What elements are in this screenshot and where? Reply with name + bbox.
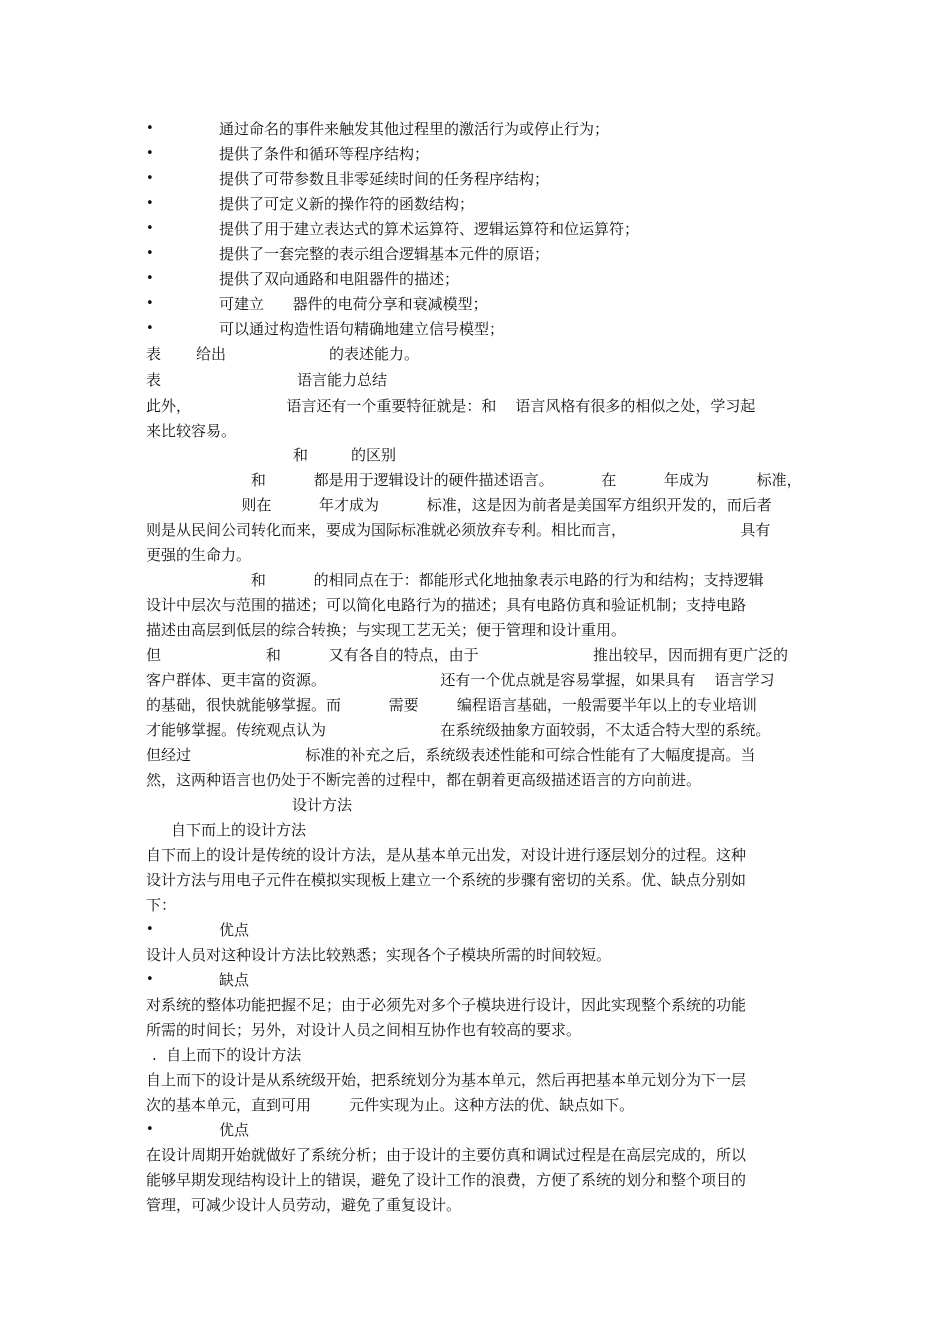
paragraph-line: 则是从民间公司转化而来，要成为国际标准就必须放弃专利。相比而言， 具有: [146, 521, 771, 539]
table-caption-label: 表: [146, 371, 162, 389]
paragraph-line: 设计中层次与范围的描述；可以简化电路行为的描述；具有电路仿真和验证机制；支持电路: [146, 596, 747, 614]
bullet-marker: •: [146, 196, 154, 211]
table-ref-verb: 给出: [196, 345, 227, 363]
paragraph-line: 则在 年才成为 标准，这是因为前者是美国军方组织开发的，而后者: [146, 496, 772, 514]
bullet-marker: •: [146, 121, 154, 136]
list-item-text: 提供了条件和循环等程序结构；: [219, 145, 430, 163]
paragraph-line: 客户群体、更丰富的资源。 还有一个优点就是容易掌握，如果具有 语言学习: [146, 671, 775, 689]
bullet-marker: •: [146, 972, 154, 987]
list-item-text: 提供了双向通路和电阻器件的描述；: [219, 270, 460, 288]
paragraph-line: 此外， 语言还有一个重要特征就是：和 语言风格有很多的相似之处，学习起: [146, 397, 756, 415]
paragraph-line: 次的基本单元，直到可用 元件实现为止。这种方法的优、缺点如下。: [146, 1096, 635, 1114]
bullet-marker: •: [146, 221, 154, 236]
paragraph-line: 自下而上的设计是传统的设计方法，是从基本单元出发，对设计进行逐层划分的过程。这种: [146, 846, 747, 864]
paragraph-line: 能够早期发现结构设计上的错误，避免了设计工作的浪费，方便了系统的划分和整个项目的: [146, 1171, 747, 1189]
pros-label: 优点: [219, 921, 250, 939]
list-item-text: 可建立 器件的电荷分享和衰减模型；: [219, 295, 488, 313]
list-item-text: 提供了可带参数且非零延续时间的任务程序结构；: [219, 170, 550, 188]
paragraph-line: 的基础，很快就能够掌握。而 需要 编程语言基础，一般需要半年以上的专业培训: [146, 696, 757, 714]
paragraph-line: 管理，可减少设计人员劳动，避免了重复设计。: [146, 1196, 462, 1214]
paragraph-line: 设计人员对这种设计方法比较熟悉；实现各个子模块所需的时间较短。: [146, 946, 612, 964]
list-item-text: 通过命名的事件来触发其他过程里的激活行为或停止行为；: [219, 120, 610, 138]
paragraph-line: 然，这两种语言也仍处于不断完善的过程中，都在朝着更高级描述语言的方向前进。: [146, 771, 702, 789]
paragraph-line: 才能够掌握。传统观点认为 在系统级抽象方面较弱，不太适合特大型的系统。: [146, 721, 771, 739]
bullet-marker: •: [146, 246, 154, 261]
paragraph-line: 对系统的整体功能把握不足；由于必须先对多个子模块进行设计，因此实现整个系统的功能: [146, 996, 747, 1014]
bullet-marker: •: [146, 922, 154, 937]
paragraph-line: 但 和 又有各自的特点，由于 推出较早，因而拥有更广泛的: [146, 646, 789, 664]
paragraph-line: 来比较容易。: [146, 422, 237, 440]
table-ref-word: 表: [146, 345, 162, 363]
table-caption-title: 语言能力总结: [297, 371, 388, 389]
bullet-marker: •: [146, 321, 154, 336]
table-ref-tail: 的表述能力。: [329, 345, 420, 363]
paragraph-line: 和 都是用于逻辑设计的硬件描述语言。 在 年成为 标准，: [146, 471, 802, 489]
heading-part: 和: [293, 446, 309, 464]
cons-label: 缺点: [219, 971, 250, 989]
bullet-marker: •: [146, 296, 154, 311]
list-item-text: 可以通过构造性语句精确地建立信号模型；: [219, 320, 505, 338]
paragraph-line: 更强的生命力。: [146, 546, 252, 564]
paragraph-line: 设计方法与用电子元件在模拟实现板上建立一个系统的步骤有密切的关系。优、缺点分别如: [146, 871, 747, 889]
subsection-heading-top-down: . 自上而下的设计方法: [152, 1046, 302, 1064]
bullet-marker: •: [146, 271, 154, 286]
paragraph-line: 和 的相同点在于：都能形式化地抽象表示电路的行为和结构；支持逻辑: [146, 571, 764, 589]
heading-part: 的区别: [351, 446, 397, 464]
paragraph-line: 描述由高层到低层的综合转换；与实现工艺无关；便于管理和设计重用。: [146, 621, 627, 639]
bullet-marker: •: [146, 146, 154, 161]
list-item-text: 提供了一套完整的表示组合逻辑基本元件的原语；: [219, 245, 550, 263]
subsection-heading-bottom-up: 自下而上的设计方法: [171, 821, 307, 839]
list-item-text: 提供了用于建立表达式的算术运算符、逻辑运算符和位运算符；: [219, 220, 640, 238]
paragraph-line: 下：: [146, 896, 177, 914]
paragraph-line: 自上而下的设计是从系统级开始，把系统划分为基本单元，然后再把基本单元划分为下一层: [146, 1071, 747, 1089]
bullet-marker: •: [146, 1122, 154, 1137]
list-item-text: 提供了可定义新的操作符的函数结构；: [219, 195, 475, 213]
bullet-marker: •: [146, 171, 154, 186]
paragraph-line: 但经过 标准的补充之后，系统级表述性能和可综合性能有了大幅度提高。当: [146, 746, 756, 764]
paragraph-line: 所需的时间长；另外，对设计人员之间相互协作也有较高的要求。: [146, 1021, 582, 1039]
pros-label: 优点: [219, 1121, 250, 1139]
section-heading-design-method: 设计方法: [292, 796, 353, 814]
paragraph-line: 在设计周期开始就做好了系统分析；由于设计的主要仿真和调试过程是在高层完成的，所以: [146, 1146, 747, 1164]
